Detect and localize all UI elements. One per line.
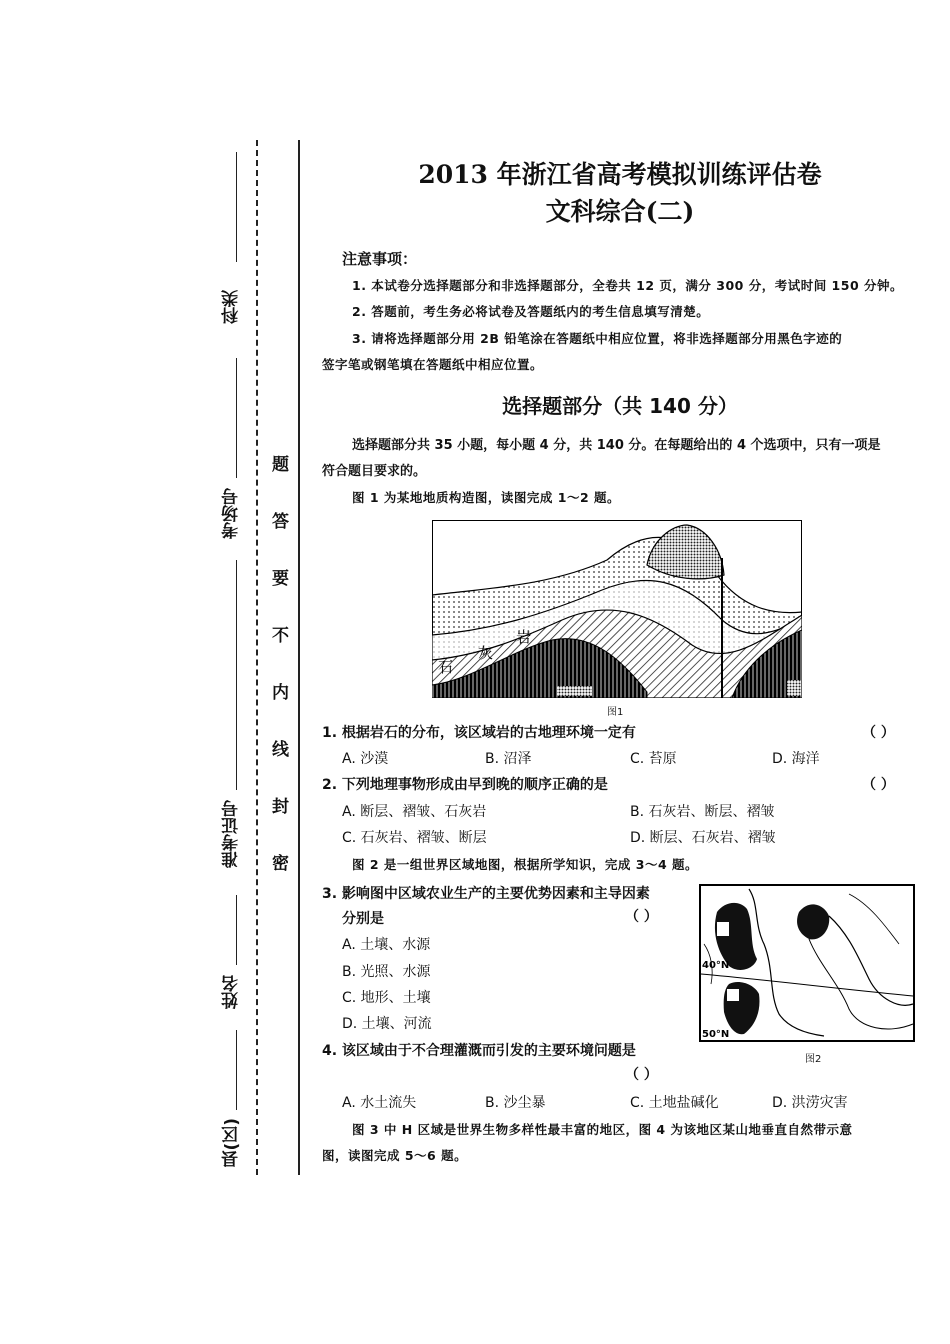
q4-answer-paren[interactable]: （ ） (625, 1067, 658, 1083)
fig3-intro-line2: 图，读图完成 5～6 题。 (322, 1148, 468, 1163)
fig1-intro: 图 1 为某地地质构造图，读图完成 1～2 题。 (352, 490, 621, 505)
exam-title: 2013 年浙江省高考模拟训练评估卷 (418, 160, 822, 189)
seal-char-5: 不 (272, 626, 289, 646)
q4-option-a[interactable]: A. 水土流失 (342, 1095, 417, 1111)
label-county: 县(区) (222, 1118, 242, 1168)
q3-stem-line2: 分别是 (342, 911, 384, 927)
q3-option-b[interactable]: B. 光照、水源 (342, 964, 431, 980)
section-heading: 选择题部分（共 140 分） (502, 394, 738, 418)
id-underline (236, 560, 237, 790)
q1-answer-paren[interactable]: （ ） (862, 725, 895, 741)
q2-option-b[interactable]: B. 石灰岩、断层、褶皱 (630, 804, 775, 820)
subject-underline (236, 152, 237, 262)
q3-option-a[interactable]: A. 土壤、水源 (342, 937, 431, 953)
notice-item-4: 签字笔或钢笔填在答题纸中相应位置。 (322, 357, 544, 372)
q1-option-c[interactable]: C. 苔原 (630, 751, 677, 767)
q2-stem: 2. 下列地理事物形成由早到晚的顺序正确的是 (322, 777, 608, 793)
fig2-intro: 图 2 是一组世界区域地图，根据所学知识，完成 3～4 题。 (352, 857, 699, 872)
rock-label-shi: 石 (438, 658, 454, 676)
notice-item-1: 1. 本试卷分选择题部分和非选择题部分，全卷共 12 页，满分 300 分，考试时间 150 分钟。 (352, 278, 903, 293)
seal-solid-line (298, 140, 300, 1175)
q4-stem: 4. 该区域由于不合理灌溉而引发的主要环境问题是 (322, 1043, 636, 1059)
label-room: 考场号 (222, 488, 242, 539)
seal-char-7: 答 (272, 512, 289, 532)
label-subject: 科类 (222, 290, 242, 324)
q2-answer-paren[interactable]: （ ） (862, 777, 895, 793)
rock-label-hui: 灰 (478, 644, 494, 662)
room-underline (236, 358, 237, 478)
q1-option-b[interactable]: B. 沼泽 (485, 751, 532, 767)
q2-option-c[interactable]: C. 石灰岩、褶皱、断层 (342, 830, 487, 846)
q4-option-c[interactable]: C. 土地盐碱化 (630, 1095, 719, 1111)
q4-option-b[interactable]: B. 沙尘暴 (485, 1095, 546, 1111)
seal-char-8: 题 (272, 455, 289, 475)
label-name: 姓名 (222, 975, 242, 1009)
exam-subtitle: 文科综合(二) (545, 197, 695, 226)
figure2-region-map (699, 884, 915, 1042)
q3-option-c[interactable]: C. 地形、土壤 (342, 990, 431, 1006)
q1-stem: 1. 根据岩石的分布，该区域岩的古地理环境一定有 (322, 725, 636, 741)
q3-stem-line1: 3. 影响图中区域农业生产的主要优势因素和主导因素 (322, 886, 650, 902)
name-underline (236, 895, 237, 965)
q1-option-d[interactable]: D. 海洋 (772, 751, 820, 767)
county-underline (236, 1030, 237, 1110)
section-intro-line1: 选择题部分共 35 小题，每小题 4 分，共 140 分。在每题给出的 4 个选项中，只有一项是 (352, 438, 881, 453)
seal-dashed-line (256, 140, 258, 1175)
seal-char-6: 要 (272, 569, 289, 589)
fig3-intro-line1: 图 3 中 H 区域是世界生物多样性最丰富的地区，图 4 为该地区某山地垂直自然带示意 (352, 1122, 853, 1137)
q1-option-a[interactable]: A. 沙漠 (342, 751, 389, 767)
figure1-geology-section (432, 520, 802, 698)
section-intro-line2: 符合题目要求的。 (322, 464, 427, 479)
notice-item-3: 3. 请将选择题部分用 2B 铅笔涂在答题纸中相应位置，将非选择题部分用黑色字迹的 (352, 331, 843, 346)
seal-char-1: 密 (272, 854, 289, 874)
figure1-caption: 图1 (607, 707, 624, 718)
label-id: 准考证号 (222, 800, 242, 868)
notice-heading: 注意事项： (342, 250, 418, 268)
q3-answer-paren[interactable]: （ ） (625, 909, 658, 925)
q2-option-d[interactable]: D. 断层、石灰岩、褶皱 (630, 830, 776, 846)
seal-char-2: 封 (272, 797, 289, 817)
lat-50-label: 50°N (702, 1029, 730, 1040)
lat-40-label: 40°N (702, 960, 730, 971)
rock-label-yan: 岩 (516, 628, 532, 646)
figure2-caption: 图2 (805, 1054, 822, 1065)
seal-char-3: 线 (272, 740, 289, 760)
q2-option-a[interactable]: A. 断层、褶皱、石灰岩 (342, 804, 487, 820)
seal-char-4: 内 (272, 683, 289, 703)
q4-option-d[interactable]: D. 洪涝灾害 (772, 1095, 848, 1111)
q3-option-d[interactable]: D. 土壤、河流 (342, 1016, 432, 1032)
notice-item-2: 2. 答题前，考生务必将试卷及答题纸内的考生信息填写清楚。 (352, 304, 710, 319)
